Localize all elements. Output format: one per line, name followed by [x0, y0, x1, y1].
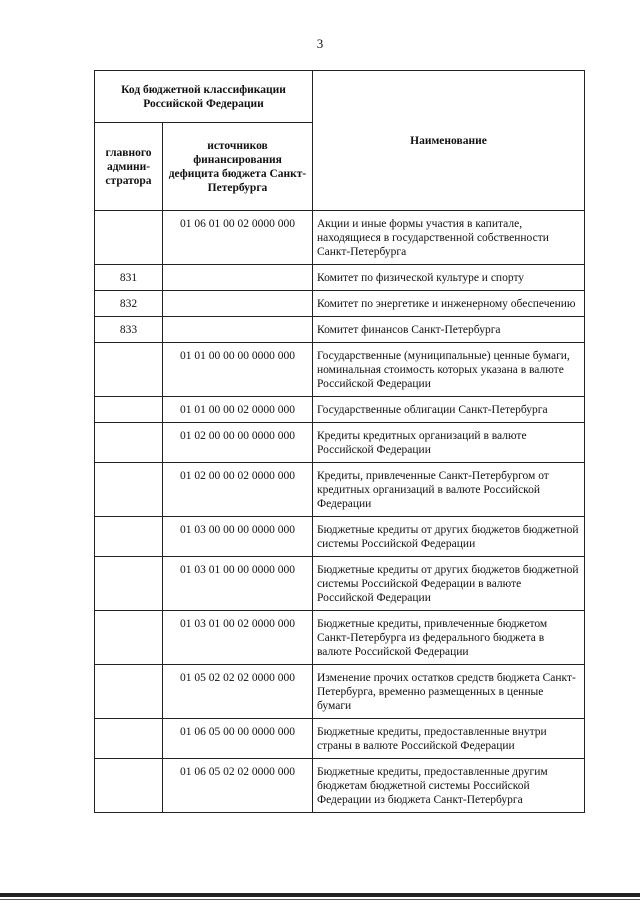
- name-cell: Бюджетные кредиты от других бюджетов бюджетной системы Российской Федерации: [313, 517, 585, 557]
- admin-code-cell: [95, 665, 163, 719]
- table-row: [95, 557, 585, 611]
- table-row: [95, 719, 585, 759]
- admin-code-cell: [95, 463, 163, 517]
- name-cell: Изменение прочих остатков средств бюджета Санкт-Петербурга, временно размещенных в ценные бумаги: [313, 665, 585, 719]
- table-row: [95, 463, 585, 517]
- table-row: [95, 397, 585, 423]
- admin-code-cell: 833: [95, 317, 163, 343]
- admin-code-cell: [95, 423, 163, 463]
- name-cell: Бюджетные кредиты от других бюджетов бюджетной системы Российской Федерации в валюте Российской Федерации: [313, 557, 585, 611]
- admin-code-cell: 831: [95, 265, 163, 291]
- source-code-cell: [163, 317, 313, 343]
- table-row: [95, 759, 585, 813]
- name-cell: Кредиты, привлеченные Санкт-Петербургом от кредитных организаций в валюте Российской Федерации: [313, 463, 585, 517]
- admin-code-cell: [95, 211, 163, 265]
- source-code-cell: [163, 291, 313, 317]
- header-admin: главного админи-стратора: [95, 123, 163, 211]
- admin-code-cell: [95, 719, 163, 759]
- name-cell: Государственные (муниципальные) ценные бумаги, номинальная стоимость которых указана в валюте Российской Федерации: [313, 343, 585, 397]
- source-code-cell: 01 06 01 00 02 0000 000: [163, 211, 313, 265]
- source-code-cell: 01 02 00 00 02 0000 000: [163, 463, 313, 517]
- page-number: 3: [316, 36, 324, 51]
- source-code-cell: 01 01 00 00 02 0000 000: [163, 397, 313, 423]
- budget-classification-table: [94, 70, 585, 813]
- table-row: [95, 291, 585, 317]
- source-code-cell: 01 03 00 00 00 0000 000: [163, 517, 313, 557]
- admin-code-cell: [95, 759, 163, 813]
- header-name: Наименование: [313, 71, 585, 211]
- bottom-rule-thin: [0, 899, 640, 900]
- name-cell: Кредиты кредитных организаций в валюте Российской Федерации: [313, 423, 585, 463]
- table-row: [95, 611, 585, 665]
- source-code-cell: 01 01 00 00 00 0000 000: [163, 343, 313, 397]
- name-cell: Бюджетные кредиты, предоставленные другим бюджетам бюджетной системы Российской Федерации из бюджета Санкт-Петербурга: [313, 759, 585, 813]
- source-code-cell: 01 02 00 00 00 0000 000: [163, 423, 313, 463]
- source-code-cell: 01 03 01 00 02 0000 000: [163, 611, 313, 665]
- source-code-cell: 01 06 05 00 00 0000 000: [163, 719, 313, 759]
- admin-code-cell: 832: [95, 291, 163, 317]
- header-source: источников финансирования дефицита бюджета Санкт-Петербурга: [163, 123, 313, 211]
- table-row: [95, 423, 585, 463]
- name-cell: Бюджетные кредиты, предоставленные внутри страны в валюте Российской Федерации: [313, 719, 585, 759]
- source-code-cell: [163, 265, 313, 291]
- admin-code-cell: [95, 611, 163, 665]
- admin-code-cell: [95, 517, 163, 557]
- admin-code-cell: [95, 343, 163, 397]
- name-cell: Комитет по физической культуре и спорту: [313, 265, 585, 291]
- name-cell: Акции и иные формы участия в капитале, находящиеся в государственной собственности Санкт-Петербурга: [313, 211, 585, 265]
- table-row: [95, 211, 585, 265]
- name-cell: Бюджетные кредиты, привлеченные бюджетом Санкт-Петербурга из федерального бюджета в валюте Российской Федерации: [313, 611, 585, 665]
- admin-code-cell: [95, 557, 163, 611]
- table-row: [95, 517, 585, 557]
- table-row: [95, 343, 585, 397]
- name-cell: Государственные облигации Санкт-Петербурга: [313, 397, 585, 423]
- table-header: [95, 71, 585, 211]
- bottom-rule: [0, 893, 640, 897]
- table-row: [95, 665, 585, 719]
- source-code-cell: 01 03 01 00 00 0000 000: [163, 557, 313, 611]
- name-cell: Комитет финансов Санкт-Петербурга: [313, 317, 585, 343]
- source-code-cell: 01 06 05 02 02 0000 000: [163, 759, 313, 813]
- name-cell: Комитет по энергетике и инженерному обеспечению: [313, 291, 585, 317]
- header-code-group: Код бюджетной классификации Российской Федерации: [95, 71, 313, 123]
- source-code-cell: 01 05 02 02 02 0000 000: [163, 665, 313, 719]
- admin-code-cell: [95, 397, 163, 423]
- table-row: [95, 317, 585, 343]
- table-row: [95, 265, 585, 291]
- table-body: [95, 211, 585, 813]
